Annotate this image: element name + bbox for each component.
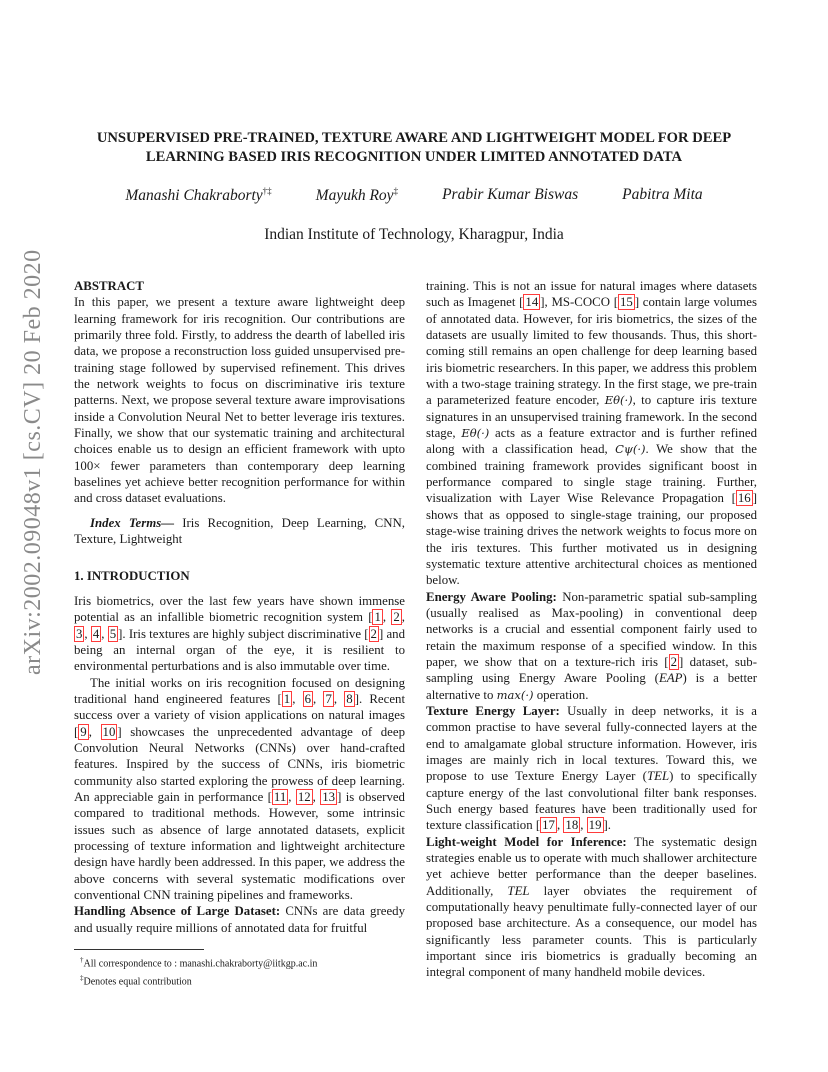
citation-link[interactable]: 19 [588,818,602,833]
left-column [74,278,405,936]
footnote-2 [80,971,317,989]
introduction-heading: 1. INTRODUCTION [74,568,190,583]
citation-link[interactable]: 17 [542,818,555,833]
citation-link[interactable]: 13 [322,789,336,804]
citation-link[interactable]: 2 [670,654,677,669]
paragraph-lead: Handling Absence of Large Dataset: [74,904,281,919]
citation-group: 11 , 12 , 13 [273,789,336,804]
text-run: acts as a feature extractor and is further refined along with a classification head, [426,426,757,457]
abstract-heading: ABSTRACT [74,279,144,293]
footnote-text: All correspondence to : manashi.chakraborty@iitkgp.ac.in [83,958,318,970]
index-terms-text: Iris Recognition, Deep Learning, CNN, Texture, Lightweight [74,515,405,547]
footnotes [80,953,317,990]
text-run: . We show that the combined training framework provides significant boost in performance compared to single stage training. Further, visualization with Layer Wise Relevance Propagation [ [426,442,758,506]
index-terms-label: Index Terms— [90,515,175,530]
paragraph-lead: Texture Energy Layer: [426,703,560,718]
citation-link[interactable]: 3 [76,626,83,641]
index-terms [74,515,405,548]
citation-link[interactable]: 2 [393,610,400,625]
author-mark: ‡ [393,186,399,196]
right-paragraph-2 [426,589,757,703]
citation-link[interactable]: 18 [565,818,579,833]
paragraph-lead: Light-weight Model for Inference: [426,834,627,849]
math-max: max(·) [496,687,534,702]
citation-link[interactable]: 9 [80,724,87,739]
text-run: ] dataset, sub-sampling using Energy Aware Pooling ( [426,654,757,686]
author-4 [622,186,703,205]
citation-link[interactable]: 1 [283,691,291,706]
paragraph-lead: Energy Aware Pooling: [426,589,557,604]
affiliation: Indian Institute of Technology, Kharagpur, India [264,226,564,243]
footnote-1 [80,953,317,971]
arxiv-identifier-stamp: arXiv:2002.09048v1 [cs.CV] 20 Feb 2020 [20,249,46,675]
paper-title: UNSUPERVISED PRE-TRAINED, TEXTURE AWARE AND LIGHTWEIGHT MODEL FOR DEEP LEARNING BASED IRIS RECOGNITION UNDER LIMITED ANNOTATED DATA [96,130,732,165]
citation-link[interactable]: 15 [619,295,633,310]
footnote-mark: † [80,956,84,964]
author-mark: †‡ [262,186,272,196]
author-2 [316,186,398,205]
citation-link[interactable]: 10 [102,724,116,739]
text-run: layer obviates the requirement of computationally heavy penultimate fully-connected layer of our proposed base architecture. As a consequence, our model has significantly less parameter counts. This is particularly important since iris biometrics is gradually becoming an integral component of many handheld mobile devices. [426,883,758,980]
math-encoder: Eθ(·) [461,426,490,441]
text-run: CNNs are data greedy and usually require millions of annotated data for fruitful [74,904,405,935]
abbreviation: TEL [646,769,670,784]
citation-link[interactable]: 16 [737,491,751,506]
text-run: ] contain large volumes of annotated data. However, for iris biometrics, the sizes of the datasets are usually limited to few thousands. Thus, this short-coming still remains an open challenge for deep learning based iris biometric researchers. In this paper, we address this problem with a two-stage training strategy. In the first stage, we pre-train a parameterized feature encoder, [426,295,757,408]
citation-link[interactable]: 8 [346,691,353,706]
footnote-divider [74,949,204,950]
intro-paragraph-2 [74,675,405,904]
text-run: ]. [603,818,611,833]
citation-group: 1 , 6 , 7 , 8 [283,691,353,706]
text-run: The systematic design strategies enable us to operate with much shallower architecture yet achieve better performance than the deeper baselines. Additionally, [426,834,757,898]
author-name: Prabir Kumar Biswas [442,186,579,203]
text-run: ] and being an internal organ of the eye, it is resilient to environmental perturbations and is also immutable over time. [74,626,406,674]
text-run: operation. [533,687,589,702]
text-run: Usually in deep networks, it is a common practise to have several fully-connected layers at the end to amalgamate global structure information. However, iris images are mainly rich in local textures. Toward this, we propose to use Texture Energy Layer ( [426,703,757,784]
text-run: ] showcases the unprecedented advantage of deep Convolution Neural Networks (CNNs) over hand-crafted features. Inspired by the success of CNNs, iris biometric community also started exploring the prowess of deep learning. An appreciable gain in performance [ [74,724,405,804]
citation-group: 9 , 10 [80,724,116,739]
abbreviation: TEL [507,883,530,898]
right-paragraph-1 [426,278,757,589]
intro-paragraph-3 [74,903,405,936]
author-list [70,186,758,205]
author-name: Manashi Chakraborty [125,187,263,205]
text-run: training. This is not an issue for natural images where datasets such as Imagenet [ [426,279,757,310]
author-3 [442,186,578,205]
text-run: The initial works on iris recognition focused on designing traditional hand engineered features [ [74,675,405,706]
text-run: ], MS-COCO [ [540,295,618,310]
text-run: ] shows that as opposed to single-stage training, our proposed stage-wise training drives the network weights to focus more on the iris textures. This further motivated us in designing systematic texture attentive architectural choices as mentioned below. [426,491,757,588]
citation-link[interactable]: 5 [109,626,117,641]
citation-link[interactable]: 2 [370,626,377,641]
abstract-text: In this paper, we present a texture aware lightweight deep learning framework for iris recognition. Our contributions are primarily three fold. Firstly, to address the dearth of labelled iris data, we propose a reconstruction loss guided unsupervised pre-training stage followed by supervised refinement. This drives the network weights to focus on discriminative iris texture patterns. Next, we propose several texture aware improvisations inside a Convolution Neural Net to better leverage iris textures. Finally, we show that our systematic training and architectural choices enable us to design an efficient framework with upto 100× fewer parameters than contemporary deep learning baselines yet achieve better recognition performance for within and cross dataset evaluations. [74,295,405,506]
citation-link[interactable]: 14 [525,295,539,310]
citation-group: 1 , 2 , 3 , 4 , 5 [76,610,405,641]
author-name: Pabitra Mita [622,186,703,203]
footnote-text: Denotes equal contribution [83,976,192,988]
text-run: ] is observed compared to traditional methods. However, some intrinsic issues such as absence of large annotated datasets, explicit processing of texture information and lightweight architecture design have hardly been addressed. In this paper, we address the above concerns with several systematic modifications over conventional CNN training pipelines and frameworks. [74,789,405,903]
text-run: Iris biometrics, over the last few years have shown immense potential as an infallible biometric recognition system [ [74,593,405,625]
citation-link[interactable]: 1 [374,610,381,625]
math-encoder: Eθ(·) [604,393,633,408]
text-run: Non-parametric spatial sub-sampling (usually realised as Max-pooling) in conventional deep networks is a crucial and essential component fairly used to retain the maximum response of a specified window. In this paper, we show that on a texture-rich iris [ [426,589,757,669]
citation-link[interactable]: 7 [325,691,332,706]
right-paragraph-3 [426,703,757,834]
citation-group: 17 , 18 , 19 [542,818,602,833]
right-paragraph-4 [426,834,757,981]
text-run: ]. Recent success over a variety of vision applications on natural images [ [74,691,406,739]
author-1 [125,186,271,205]
text-run: ) to specifically capture energy of the last convolutional filter bank responses. Such energy based features have been traditionally used for texture classification [ [426,769,757,833]
citation-link[interactable]: 6 [304,691,312,706]
footnote-mark: ‡ [80,974,84,983]
text-run: ]. Iris textures are highly subject discriminative [ [118,626,369,641]
right-column [426,278,757,981]
text-run: , to capture iris texture signatures in an unsupervised training framework. In the second stage, [426,393,757,441]
citation-link[interactable]: 4 [92,626,100,641]
citation-link[interactable]: 11 [273,789,287,804]
intro-paragraph-1 [74,593,405,675]
author-name: Mayukh Roy [315,187,394,205]
abbreviation: EAP [658,671,683,686]
citation-link[interactable]: 12 [297,789,311,804]
citation-group [369,626,379,642]
math-classifier: Cψ(·) [615,442,646,457]
text-run: ) is a better alternative to [426,671,758,702]
